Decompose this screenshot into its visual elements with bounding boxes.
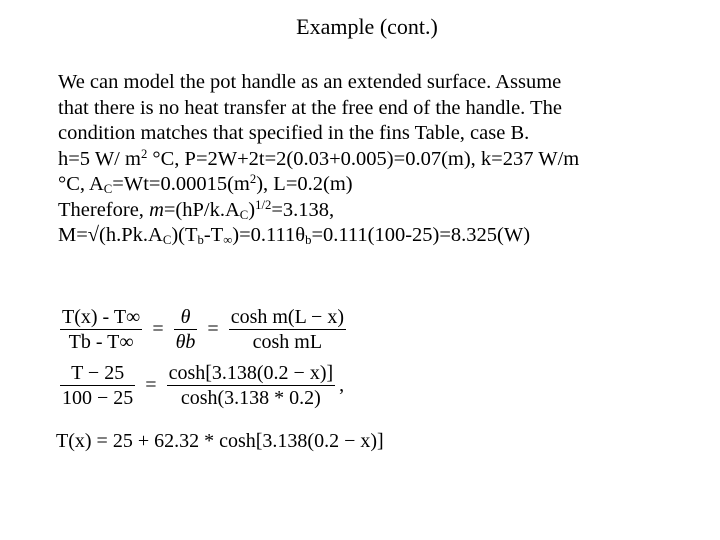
m-expression-exponent: 1/2	[255, 197, 272, 212]
fraction-bar	[174, 329, 198, 330]
heat-rate-sub-theta: b	[305, 233, 312, 248]
heat-rate-part-b: )(T	[171, 224, 198, 246]
param-ac-subscript: C	[103, 182, 113, 197]
equals-sign: =	[207, 318, 219, 340]
body-line-3: condition matches that specified in the fins Table, case B.	[58, 122, 530, 144]
m-symbol: m	[149, 198, 164, 221]
m-expression-subscript: C	[239, 207, 249, 222]
equation-block	[56, 304, 384, 466]
fraction-cosh	[229, 306, 346, 353]
fraction-numeric-cosh	[167, 362, 336, 409]
body-line-2: that there is no heat transfer at the free end of the handle. The	[58, 96, 562, 119]
heat-rate-sub-inf: ∞	[223, 233, 233, 248]
fraction-bar	[229, 329, 346, 330]
heat-rate-line	[58, 223, 708, 249]
body-line-1: We can model the pot handle as an extended surface. Assume	[58, 71, 562, 93]
fraction-numeric-numerator: T − 25	[71, 361, 125, 384]
fraction-theta-denominator: θb	[175, 330, 196, 353]
fraction-temperature	[60, 306, 142, 353]
m-value: =3.138,	[271, 198, 335, 221]
temperature-distribution-expression: T(x) = 25 + 62.32 * cosh[3.138(0.2 − x)]	[56, 430, 384, 452]
param-ac-label: °C, A	[58, 173, 104, 195]
equation-comma: ,	[339, 374, 345, 396]
param-length: ), L=0.2(m)	[256, 173, 353, 195]
param-ac-value: =Wt=0.00015(m	[112, 173, 250, 195]
heat-rate-result: =0.111(100-25)=8.325(W)	[311, 224, 531, 246]
fraction-bar	[167, 385, 336, 386]
therefore-prefix: Therefore,	[58, 198, 150, 221]
m-expression-close: )	[248, 198, 256, 221]
fraction-numeric-cosh-numerator: cosh[3.138(0.2 − x)]	[168, 361, 334, 384]
heat-rate-sub-b: b	[197, 233, 204, 248]
fraction-cosh-denominator: cosh mL	[252, 330, 323, 353]
fraction-numeric-temperature	[60, 362, 135, 409]
slide-title: Example (cont.)	[296, 14, 438, 39]
fraction-bar	[60, 329, 142, 330]
fraction-theta-numerator: θ	[180, 305, 191, 328]
temperature-ratio-equation	[56, 304, 384, 354]
parameters-line-1	[58, 147, 708, 173]
heat-rate-part-d: )=0.111θ	[232, 224, 306, 246]
therefore-line	[58, 198, 708, 224]
param-ac-exponent: 2	[249, 172, 257, 187]
fraction-cosh-numerator: cosh m(L − x)	[230, 305, 344, 328]
param-h: h=5 W/ m	[58, 147, 141, 170]
parameters-line-2	[58, 172, 708, 198]
m-expression: =(hP/k.A	[163, 198, 240, 221]
heat-rate-part-a: M=√(h.Pk.A	[58, 224, 163, 246]
fraction-numeric-cosh-denominator: cosh(3.138 * 0.2)	[180, 386, 321, 409]
equals-sign: =	[152, 318, 164, 340]
fraction-theta	[174, 306, 198, 353]
param-pk: °C, P=2W+2t=2(0.03+0.005)=0.07(m), k=237 W/m	[147, 147, 580, 170]
slide-body	[58, 70, 708, 249]
fraction-bar	[60, 385, 135, 386]
fraction-numeric-denominator: 100 − 25	[62, 386, 134, 409]
temperature-distribution-equation	[56, 416, 384, 466]
heat-rate-part-c: -T	[203, 224, 224, 246]
heat-rate-sub-c: C	[162, 233, 172, 248]
numeric-ratio-equation	[56, 360, 384, 410]
fraction-temperature-denominator: Tb - T∞	[68, 330, 134, 353]
fraction-temperature-numerator: T(x) - T∞	[62, 305, 141, 328]
param-h-exponent: 2	[140, 146, 148, 161]
equals-sign: =	[145, 374, 157, 396]
